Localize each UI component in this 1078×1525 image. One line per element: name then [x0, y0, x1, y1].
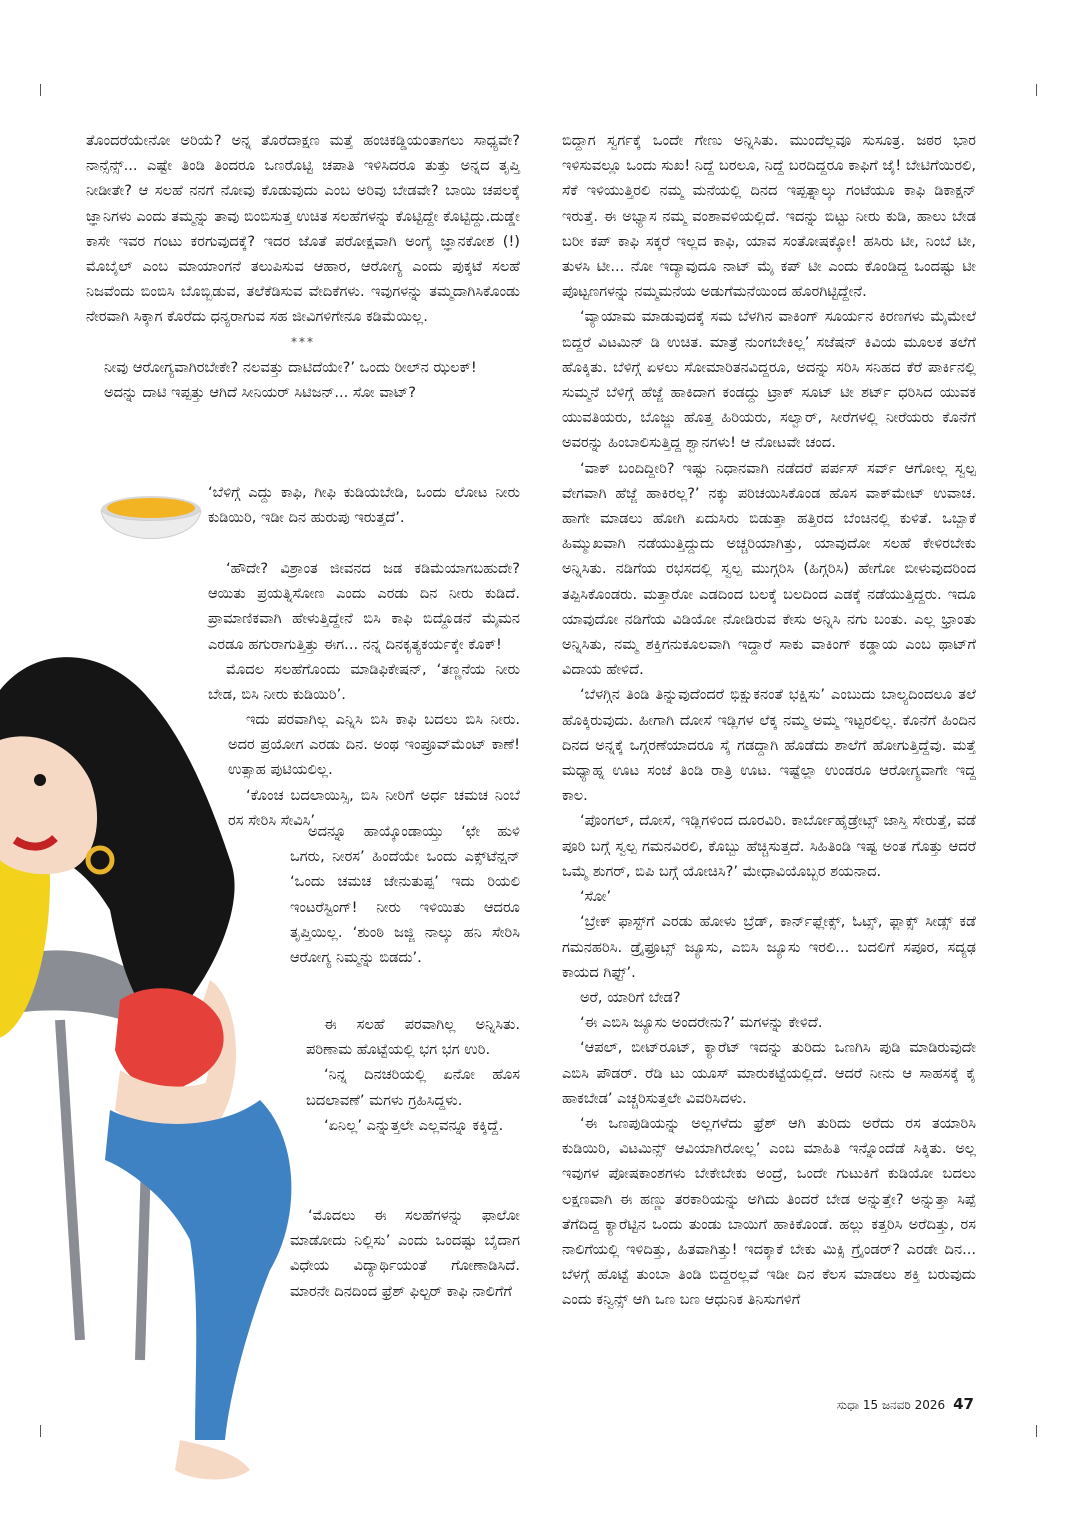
article-wrap-text — [208, 480, 520, 530]
eye — [34, 774, 46, 786]
bowl-illustration — [96, 488, 206, 568]
magazine-issue: ಸುಧಾ 15 ಜನವರಿ 2026 — [836, 1398, 946, 1412]
paragraph: ಈ ಸಲಹೆ ಪರವಾಗಿಲ್ಲ ಅನ್ನಿಸಿತು. ಪರಿಣಾಮ ಹೊಟ್ಟೆಯಲ್ಲಿ ಭಗ ಭಗ ಉರಿ. — [306, 1016, 520, 1059]
article-wrap-text — [208, 556, 520, 707]
paragraph: ‘ನಿನ್ನ ದಿನಚರಿಯಲ್ಲಿ ಏನೋ ಹೊಸ ಬದಲಾವಣೆ’ ಮಗಳು ಗ್ರಹಿಸಿದ್ದಳು. — [306, 1066, 520, 1109]
paragraph: ‘ಪೊಂಗಲ್, ದೋಸೆ, ಇಡ್ಲಿಗಳಿಂದ ದೂರವಿರಿ. ಕಾರ್ಬೋಹೈಡ್ರೇಟ್ಸ್ ಜಾಸ್ತಿ ಸೇರುತ್ತೆ, ವಡೆ ಪೂರಿ ಬಗ್ಗೆ ಸ್ವಲ್ಪ ಗಮನವಿರಲಿ, ಕೊಬ್ಬು ಹೆಚ್ಚಿಸುತ್ತದೆ. ಸಿಹಿತಿಂಡಿ ಇಷ್ಟ ಅಂತ ಗೊತ್ತು ಆದರೆ ಒಮ್ಮೆ ಶುಗರ್, ಬಿಪಿ ಬಗ್ಗೆ ಯೋಚಿಸಿ?’ ಮೇಧಾವಿಯೊಬ್ಬರ ಶಯನಾದ. — [562, 812, 976, 880]
paragraph: ತೊಂದರೆಯೇನೋ ಅರಿಯೆ? ಅನ್ನ ತೊರೆದಾಕ್ಷಣ ಮತ್ತೆ ಹಂಚಿಕಡ್ಡಿಯಂತಾಗಲು ಸಾಧ್ಯವೇ? ನಾನ್ಸೆನ್ಸ್... ಎಷ್ಟೇ ತಿಂಡಿ ತಿಂದರೂ ಒಣರೊಟ್ಟಿ ಚಪಾತಿ ಇಳಿಸಿದರೂ ತುತ್ತು ಅನ್ನದ ತೃಪ್ತಿ ನೀಡೀತೇ? ಆ ಸಲಹೆ ನನಗೆ ನೋವು ಕೊಡುವುದು ಎಂಬ ಅರಿವು ಬೇಡವೇ? ಬಾಯಿ ಚಪಲಕ್ಕೆ ಜ್ಞಾನಿಗಳು ಎಂದು ತಮ್ಮನ್ನು ತಾವು ಬಿಂಬಿಸುತ್ತ ಉಚಿತ ಸಲಹೆಗಳನ್ನು ಕೊಟ್ಟಿದ್ದೇ ಕೊಟ್ಟಿದ್ದು.ದುಡ್ಡೇ ಕಾಸೇ ಇವರ ಗಂಟು ಕರಗುವುದಕ್ಕೆ? ಇದರ ಜೊತೆ ಪರೋಕ್ಷವಾಗಿ ಅಂಗೈ ಜ್ಞಾನಕೋಶ (!) ಮೊಬೈಲ್ ಎಂಬ ಮಾಯಾಂಗನೆ ತಲುಪಿಸುವ ಆಹಾರ, ಆರೋಗ್ಯ ಎಂದು ಪುಕ್ಕಟೆ ಸಲಹೆ ನಿಜವೆಂದು ಬಿಂಬಿಸಿ ಬೊಬ್ಬಿಡುವ, ತಲೆಕೆಡಿಸುವ ವೇದಿಕೆಗಳು. ಇವುಗಳನ್ನು ತಮ್ಮದಾಗಿಸಿಕೊಂಡು ನೇರವಾಗಿ ಸಿಕ್ಕಾಗ ಕೊರೆದು ಧನ್ಯರಾಗುವ ಸಹ ಜೀವಿಗಳಿಗೇನೂ ಕಡಿಮೆಯಿಲ್ಲ. — [86, 132, 520, 326]
article-column-right — [562, 128, 976, 1313]
jeans — [105, 1100, 291, 1440]
paragraph: ‘ಮೊದಲು ಈ ಸಲಹೆಗಳನ್ನು ಫಾಲೋ ಮಾಡೋದು ನಿಲ್ಲಿಸು’ ಎಂದು ಒಂದಷ್ಟು ಬೈದಾಗ ವಿಧೇಯ ವಿದ್ಯಾರ್ಥಿಯಂತೆ ಗೋಣಾಡಿಸಿದೆ. ಮಾರನೇ ದಿನದಿಂದ ಫ್ರೆಶ್ ಫಿಲ್ಟರ್ ಕಾಫಿ ನಾಲಿಗೆಗೆ — [290, 1207, 520, 1300]
paragraph: ನೀವು ಆರೋಗ್ಯವಾಗಿರಬೇಕೇ? ನಲವತ್ತು ದಾಟಿದೆಯೇ?’ ಒಂದು ರೀಲ್‌ನ ಝಲಕ್! — [104, 358, 477, 376]
paragraph: ‘ಬ್ರೇಕ್ ಫಾಸ್ಟ್‌ಗೆ ಎರಡು ಹೋಳು ಬ್ರೆಡ್, ಕಾರ್ನ್‌ಫ್ಲೇಕ್ಸ್, ಓಟ್ಸ್, ಫ್ಲಾಕ್ಸ್ ಸೀಡ್ಸ್ ಕಡೆ ಗಮನಹರಿಸಿ. ಡ್ರೈಫ್ರೂಟ್ಸ್ ಜ್ಯೂಸು, ಎಬಿಸಿ ಜ್ಯೂಸು ಇರಲಿ... ಬದಲಿಗೆ ಸಪೂರ, ಸದ್ಯಢ ಕಾಯದ ಗಿಫ್ಟ್’. — [562, 913, 976, 981]
article-wrap-text — [290, 819, 520, 970]
crop-mark — [40, 84, 41, 96]
page-number: 47 — [953, 1395, 974, 1413]
paragraph: ‘ವಾಕ್ ಬಂದಿದ್ದೀರಿ? ಇಷ್ಟು ನಿಧಾನವಾಗಿ ನಡೆದರೆ ಪರ್ಪಸ್ ಸರ್ವ್ ಆಗೋಲ್ಲ ಸ್ವಲ್ಪ ವೇಗವಾಗಿ ಹೆಜ್ಜೆ ಹಾಕಿರಲ್ಲ?’ ನಕ್ಕು ಪರಿಚಯಿಸಿಕೊಂಡ ಹೊಸ ವಾಕ್‌ಮೇಟ್ ಉವಾಚ. ಹಾಗೇ ಮಾಡಲು ಹೋಗಿ ಏದುಸಿರು ಬಿಡುತ್ತಾ ಹತ್ತಿರದ ಬೆಂಚಿನಲ್ಲಿ ಕುಳಿತೆ. ಒಬ್ಬಾಕೆ ಹಿಮ್ಮುಖವಾಗಿ ನಡೆಯುತ್ತಿದ್ದುದು ಅಚ್ಚರಿಯಾಗಿತ್ತು, ಯಾವುದೋ ಸಲಹೆ ಕೇಳಿರಬೇಕು ಅನ್ನಿಸಿತು. ನಡಿಗೆಯ ರಭಸದಲ್ಲಿ ಸ್ವಲ್ಪ ಮುಗ್ಗರಿಸಿ (ಹಿಗ್ಗರಿಸಿ) ಹೇಗೋ ಬೀಳುವುದರಿಂದ ತಪ್ಪಿಸಿಕೊಂಡರು. ಮತ್ತಾರೋ ಎಡದಿಂದ ಬಲಕ್ಕೆ ಬಲದಿಂದ ಎಡಕ್ಕೆ ನಡೆಯುತ್ತಿದ್ದರು. ಇದೂ ಯಾವುದೋ ನಡಿಗೆಯ ವಿಡಿಯೋ ನೋಡಿರುವ ಕೇಸು ಅನ್ನಿಸಿ ನಗು ಬಂತು. ಎಲ್ಲ ಭ್ರಾಂತು ಅನ್ನಿಸಿತು, ನಮ್ಮ ಶಕ್ತಿಗನುಕೂಲವಾಗಿ ಇದ್ದಾರೆ ಸಾಕು ವಾಕಿಂಗ್ ಕಡ್ಡಾಯ ಎಂಬ ಥಾಟ್‌ಗೆ ವಿದಾಯ ಹೇಳಿದೆ. — [562, 459, 976, 679]
paragraph: ಬಿದ್ದಾಗ ಸ್ವರ್ಗಕ್ಕೆ ಒಂದೇ ಗೇಣು ಅನ್ನಿಸಿತು. ಮುಂದೆಲ್ಲವೂ ಸುಸೂತ್ರ. ಜಠರ ಭಾರ ಇಳಿಸುವಲ್ಲೂ ಒಂದು ಸುಖ! ನಿದ್ದೆ ಬರಲೂ, ನಿದ್ದೆ ಬರದಿದ್ದರೂ ಕಾಫಿಗೆ ಜೈ! ಬೇಟಿಗೆಯಿರಲಿ, ಸೆಕೆ ಇಳಿಯುತ್ತಿರಲಿ ನಮ್ಮ ಮನೆಯಲ್ಲಿ ದಿನದ ಇಪ್ಪತ್ನಾಲ್ಕು ಗಂಟೆಯೂ ಕಾಫಿ ಡಿಕಾಕ್ಷನ್ ಇರುತ್ತೆ. ಈ ಅಭ್ಯಾಸ ನಮ್ಮ ವಂಶಾವಳಿಯಲ್ಲಿದೆ. ಇದನ್ನು ಬಿಟ್ಟು ನೀರು ಕುಡಿ, ಹಾಲು ಬೇಡ ಬರೀ ಕಪ್ ಕಾಫಿ ಸಕ್ಕರೆ ಇಲ್ಲದ ಕಾಫಿ, ಯಾವ ಸಂತೋಷಕ್ಕೋ! ಹಸಿರು ಟೀ, ನಿಂಬೆ ಟೀ, ತುಳಸಿ ಟೀ... ನೋ ಇದ್ಯಾವುದೂ ನಾಟ್ ಮೈ ಕಪ್ ಟೀ ಎಂದು ಕೊಂಡಿದ್ದ ಒಂದಷ್ಟು ಟೀ ಪೊಟ್ಟಣಗಳನ್ನು ನಮ್ಮಮನೆಯ ಅಡುಗೆಮನೆಯಿಂದ ಹೊರಗಿಟ್ಟಿದ್ದೇನೆ. — [562, 132, 976, 301]
paragraph: ‘ಆಪಲ್, ಬೀಟ್‌ರೂಟ್, ಕ್ಯಾರೆಟ್ ಇದನ್ನು ತುರಿದು ಒಣಗಿಸಿ ಪುಡಿ ಮಾಡಿರುವುದೇ ಎಬಿಸಿ ಪೌಡರ್. ರೆಡಿ ಟು ಯೂಸ್ ಮಾರುಕಟ್ಟೆಯಲ್ಲಿದೆ. ಆದರೆ ನೀನು ಆ ಸಾಹಸಕ್ಕೆ ಕೈ ಹಾಕಬೇಡ’ ಎಚ್ಚರಿಸುತ್ತಲೇ ವಿವರಿಸಿದಳು. — [562, 1039, 976, 1107]
foot — [175, 1440, 250, 1479]
paragraph: ‘ಕೊಂಚ ಬದಲಾಯಿಸ್ಸಿ, ಬಿಸಿ ನೀರಿಗೆ ಅರ್ಧ ಚಮಚ ನಿಂಬೆ ರಸ ಸೇರಿಸಿ ಸೇವಿಸಿ’ — [228, 786, 520, 829]
chair-leg — [60, 1020, 80, 1340]
section-divider: *** — [291, 334, 315, 349]
paragraph: ‘ಸೋ’ — [580, 888, 612, 906]
crop-mark — [1036, 1425, 1037, 1437]
paragraph: ‘ಈ ಒಣಪುಡಿಯನ್ನು ಅಲ್ಲಗಳೆದು ಫ್ರೆಶ್ ಆಗಿ ತುರಿದು ಅರೆದು ರಸ ತಯಾರಿಸಿ ಕುಡಿಯಿರಿ, ವಿಟಮಿನ್ಸ್ ಆವಿಯಾಗಿರೋಲ್ಲ’ ಎಂಬ ಮಾಹಿತಿ ಇನ್ನೊಂದೆಡೆ ಸಿಕ್ಕಿತು. ಅಲ್ಲ ಇವುಗಳ ಪೋಷಕಾಂಶಗಳು ಬೇಕೇಬೇಕು ಅಂದ್ರೆ, ಒಂದೇ ಗುಟುಕಿಗೆ ಕುಡಿಯೋ ಬದಲು ಲಕ್ಷಣವಾಗಿ ಈ ಹಣ್ಣು ತರಕಾರಿಯನ್ನು ಅಗಿದು ತಿಂದರೆ ಬೇಡ ಅನ್ನುತ್ತೇ? ಅನ್ನುತ್ತಾ ಸಿಪ್ಪೆ ತೆಗೆದಿದ್ದ ಕ್ಯಾರೆಟ್ಟಿನ ಒಂದು ತುಂಡು ಬಾಯಿಗೆ ಹಾಕಿಕೊಂಡೆ. ಹಲ್ಲು ಕತ್ತರಿಸಿ ಅರೆದಿತ್ತು, ರಸ ನಾಲಿಗೆಯಲ್ಲಿ ಇಳಿದಿತ್ತು, ಹಿತವಾಗಿತ್ತು! ಇದಕ್ಕಾಕೆ ಬೇಕು ಮಿಕ್ಸಿ ಗ್ರೈಂಡರ್? ಎರಡೇ ದಿನ... ಬೆಳಗ್ಗೆ ಹೊಟ್ಟೆ ತುಂಬಾ ತಿಂಡಿ ಬಿದ್ದರಲ್ಲವೆ ಇಡೀ ದಿನ ಕೆಲಸ ಮಾಡಲು ಶಕ್ತಿ ಬರುವುದು ಎಂದು ಕನ್ವಿನ್ಸ್ ಆಗಿ ಒಣ ಬಣ ಆಧುನಿಕ ತಿನಿಸುಗಳಿಗೆ — [562, 1114, 976, 1309]
bowl-powder — [107, 498, 195, 518]
paragraph: ‘ಹೌದೇ? ವಿಶ್ರಾಂತ ಜೀವನದ ಜಡ ಕಡಿಮೆಯಾಗಬಹುದೇ? ಆಯಿತು ಪ್ರಯತ್ನಿಸೋಣ ಎಂದು ಎರಡು ದಿನ ನೀರು ಕುಡಿದೆ. ಪ್ರಾಮಾಣಿಕವಾಗಿ ಹೇಳುತ್ತಿದ್ದೇನೆ ಬಿಸಿ ಕಾಫಿ ಬಿದ್ದೊಡನೆ ಮೈಮನ ಎರಡೂ ಹಗುರಾಗುತ್ತಿತ್ತು ಈಗ... ನನ್ನ ದಿನಕೃತ್ಯಕರ್ಯಕ್ಕೇ ಕೊಕ್! — [208, 560, 520, 653]
paragraph: ಮೊದಲ ಸಲಹೆಗೊಂದು ಮಾಡಿಫಿಕೇಷನ್, ‘ತಣ್ಣನೆಯ ನೀರು ಬೇಡ, ಬಿಸಿ ನೀರು ಕುಡಿಯಿರಿ’. — [208, 660, 520, 704]
paragraph: ಅದನ್ನೂ ಹಾಯ್ಕೊಂಡಾಯ್ತು ‘ಛೇ ಹುಳಿ ಒಗರು, ನೀರಸ’ ಹಿಂದೆಯೇ ಒಂದು ಎಕ್ಸ್‌ಟೆನ್ಷನ್ ‘ಒಂದು ಚಮಚ ಜೇನುತುಪ್ಪ’ ಇದು ರಿಯಲಿ ಇಂಟರೆಸ್ಟಿಂಗ್! ನೀರು ಇಳಿಯಿತು ಆದರೂ ತೃಪ್ತಿಯಿಲ್ಲ. ‘ಶುಂಠಿ ಜಜ್ಜಿ ನಾಲ್ಕು ಹನಿ ಸೇರಿಸಿ ಆರೋಗ್ಯ ನಿಮ್ಮನ್ನು ಬಿಡದು’. — [290, 823, 520, 967]
paragraph: ‘ಏನಿಲ್ಲ’ ಎನ್ನುತ್ತಲೇ ಎಲ್ಲವನ್ನೂ ಕಕ್ಕಿದ್ದೆ. — [324, 1116, 504, 1134]
article-wrap-text — [290, 1203, 520, 1304]
crop-mark — [1036, 84, 1037, 96]
paragraph: ‘ವ್ಯಾಯಾಮ ಮಾಡುವುದಕ್ಕೆ ಸಮ ಬೆಳಗಿನ ವಾಕಿಂಗ್ ಸೂರ್ಯನ ಕಿರಣಗಳು ಮೈಮೇಲೆ ಬಿದ್ದರೆ ವಿಟಮಿನ್ ಡಿ ಉಚಿತ. ಮಾತ್ರೆ ನುಂಗಬೇಕಿಲ್ಲ’ ಸಜೆಷನ್ ಕಿವಿಯ ಮೂಲಕ ತಲೆಗೆ ಹೊಕ್ಕಿತು. ಬೆಳಿಗ್ಗೆ ಏಳಲು ಸೋಮಾರಿತನವಿದ್ದರೂ, ಅದನ್ನು ಸರಿಸಿ ಸನಿಹದ ಕೆರೆ ಪಾರ್ಕಿನಲ್ಲಿ ಸುಮ್ಮನೆ ಬೆಳಿಗ್ಗೆ ಹೆಜ್ಜೆ ಹಾಕಿದಾಗ ಕಂಡದ್ದು ಟ್ರಾಕ್ ಸೂಟ್ ಟೀ ಶರ್ಟ್ ಧರಿಸಿದ ಯುವಕ ಯುವತಿಯರು, ಬೊಜ್ಜು ಹೊತ್ತ ಹಿರಿಯರು, ಸಲ್ವಾರ್, ಸೀರೆಗಳಲ್ಲಿ ನೀರೆಯರು ಕೊನೆಗೆ ಅವರನ್ನು ಹಿಂಬಾಲಿಸುತ್ತಿದ್ದ ಶ್ವಾನಗಳು! ಆ ನೋಟವೇ ಚಂದ. — [562, 308, 976, 452]
article-wrap-text — [228, 707, 520, 833]
paragraph: ಅದನ್ನು ದಾಟಿ ಇಪ್ಪತ್ತು ಆಗಿದೆ ಸೀನಿಯರ್ ಸಿಟಿಜನ್... ಸೋ ವಾಟ್? — [104, 384, 416, 402]
article-column-left — [86, 128, 520, 405]
paragraph: ಅರೆ, ಯಾರಿಗೆ ಬೇಡ? — [580, 988, 681, 1006]
article-wrap-text — [306, 1012, 520, 1138]
paragraph: ‘ಬೆಳಿಗ್ಗೆ ಎದ್ದು ಕಾಫಿ, ಗೀಫಿ ಕುಡಿಯಬೇಡಿ, ಒಂದು ಲೋಟ ನೀರು ಕುಡಿಯಿರಿ, ಇಡೀ ದಿನ ಹುರುಪು ಇರುತ್ತದೆ’. — [208, 484, 520, 527]
paragraph: ‘ಈ ಎಬಿಸಿ ಜ್ಯೂಸು ಅಂದರೇನು?’ ಮಗಳನ್ನು ಕೇಳಿದೆ. — [580, 1014, 823, 1032]
paragraph: ಇದು ಪರವಾಗಿಲ್ಲ ಎನ್ನಿಸಿ ಬಿಸಿ ಕಾಫಿ ಬದಲು ಬಿಸಿ ನೀರು. ಅದರ ಪ್ರಯೋಗ ಎರಡು ದಿನ. ಅಂಥ ಇಂಪ್ರೂವ್‌ಮೆಂಟ್ ಕಾಣೆ! ಉತ್ಸಾಹ ಪುಟಿಯಲಿಲ್ಲ. — [228, 711, 520, 779]
paragraph: ‘ಬೆಳಗ್ಗಿನ ತಿಂಡಿ ತಿನ್ನುವುದೆಂದರೆ ಭಿಕ್ಷುಕನಂತೆ ಭಕ್ಷಿಸು’ ಎಂಬುದು ಬಾಲ್ಯದಿಂದಲೂ ತಲೆ ಹೊಕ್ಕಿರುವುದು. ಹೀಗಾಗಿ ದೋಸೆ ಇಡ್ಲಿಗಳ ಲೆಕ್ಕ ನಮ್ಮ ಅಮ್ಮ ಇಟ್ಟರಲಿಲ್ಲ. ಕೊನೆಗೆ ಹಿಂದಿನ ದಿನದ ಅನ್ನಕ್ಕೆ ಒಗ್ಗರಣೆಯಾದರೂ ಸೈ ಗಡದ್ದಾಗಿ ಹೊಡೆದು ಶಾಲೆಗೆ ಹೋಗುತ್ತಿದ್ದೆವು. ಮತ್ತೆ ಮಧ್ಯಾಹ್ನ ಊಟ ಸಂಜೆ ತಿಂಡಿ ರಾತ್ರಿ ಊಟ. ಇಷ್ಟೆಲ್ಲಾ ಉಂಡರೂ ಆರೋಗ್ಯವಾಗೇ ಇದ್ದ ಕಾಲ. — [562, 686, 976, 805]
page-footer — [837, 1395, 974, 1413]
